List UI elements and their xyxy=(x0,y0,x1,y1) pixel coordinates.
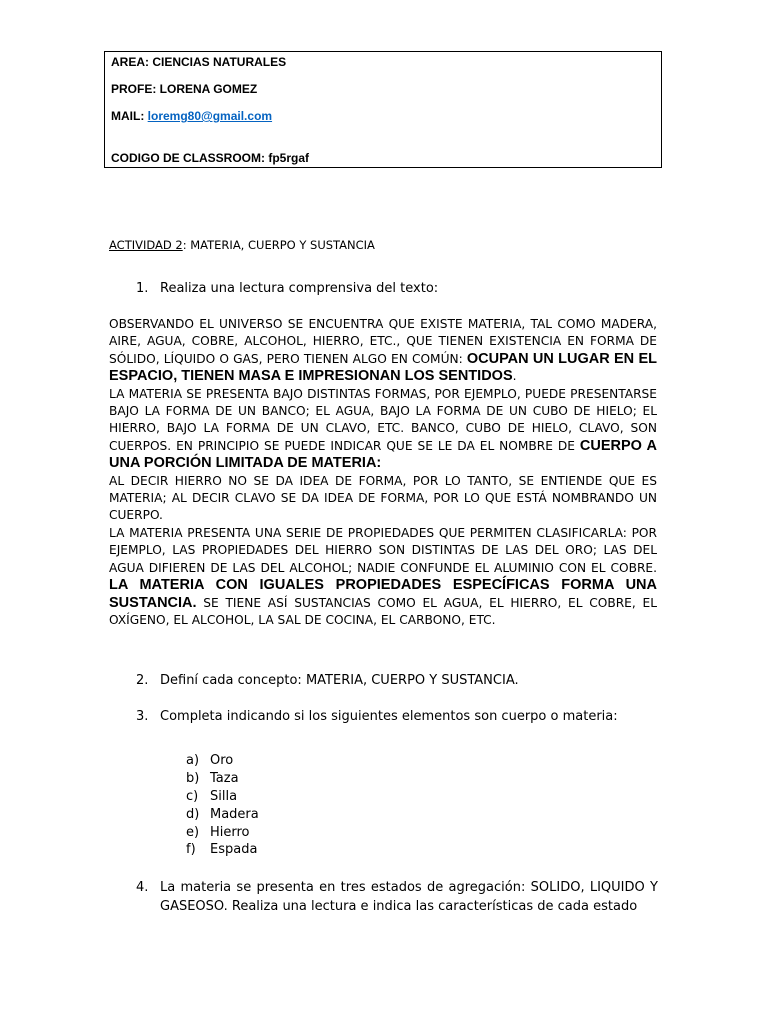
reading-paragraph-2 xyxy=(109,386,657,473)
classroom-code-line: CODIGO DE CLASSROOM: fp5rgaf xyxy=(111,151,310,165)
question-4 xyxy=(136,878,658,916)
reading-text-run: . xyxy=(512,369,517,384)
question-text: Completa indicando si los siguientes elementos son cuerpo o materia: xyxy=(160,709,618,724)
item-word: Oro xyxy=(210,753,234,768)
reading-emphasis: LA MATERIA CON IGUALES PROPIEDADES ESPECÍFICAS FORMA UNA SUSTANCIA. xyxy=(109,577,657,611)
header-info-box xyxy=(104,51,662,168)
question-number: 4. xyxy=(136,880,149,895)
item-word: Madera xyxy=(210,806,259,822)
item-word: Hierro xyxy=(210,824,250,840)
item-word: Espada xyxy=(210,842,258,858)
question-number: 3. xyxy=(136,709,149,724)
item-letter: c) xyxy=(186,788,199,804)
question-3 xyxy=(136,709,656,727)
area-line: AREA: CIENCIAS NATURALES xyxy=(111,55,287,69)
item-letter: f) xyxy=(186,842,196,858)
reading-emphasis: CUERPO A UNA PORCIÓN LIMITADA DE MATERIA: xyxy=(109,437,657,472)
question-number: 1. xyxy=(136,281,149,296)
reading-paragraph-3: AL DECIR HIERRO NO SE DA IDEA DE FORMA, POR LO TANTO, SE ENTIENDE QUE ES MATERIA; AL DECIR CLAVO SE DA IDEA DE FORMA, POR LO QUE ESTÁ NOMBRANDO UN CUERPO. xyxy=(109,473,657,523)
item-letter: d) xyxy=(186,806,200,822)
reading-paragraph-4 xyxy=(109,525,657,629)
activity-title xyxy=(109,238,375,252)
mail-line xyxy=(111,109,272,123)
reading-text-run: SE TIENE ASÍ SUSTANCIAS COMO EL AGUA, EL HIERRO, EL COBRE, EL OXÍGENO, EL ALCOHOL, LA SAL DE COCINA, EL CARBONO, ETC. xyxy=(109,595,657,627)
item-letter: a) xyxy=(186,753,200,768)
question-number: 2. xyxy=(136,673,149,688)
reading-paragraph-1 xyxy=(109,316,657,386)
question-text: Realiza una lectura comprensiva del texto: xyxy=(160,281,439,296)
question-2 xyxy=(136,673,656,691)
question-text: La materia se presenta en tres estados de agregación: SOLIDO, LIQUIDO Y GASEOSO. Realiza una lectura e indica las características de cada estado xyxy=(160,880,658,914)
profe-line: PROFE: LORENA GOMEZ xyxy=(111,82,258,96)
activity-title-text: : MATERIA, CUERPO Y SUSTANCIA xyxy=(182,238,375,252)
item-word: Silla xyxy=(210,788,238,804)
question-text: Definí cada concepto: MATERIA, CUERPO Y SUSTANCIA. xyxy=(160,673,519,688)
mail-link[interactable]: loremg80@gmail.com xyxy=(147,109,273,123)
question-1 xyxy=(136,281,656,299)
activity-label: ACTIVIDAD 2 xyxy=(109,238,183,252)
mail-label: MAIL: xyxy=(111,109,148,123)
reading-emphasis: OCUPAN UN LUGAR EN EL ESPACIO, TIENEN MASA E IMPRESIONAN LOS SENTIDOS xyxy=(109,350,657,385)
reading-text xyxy=(109,316,657,629)
item-letter: e) xyxy=(186,824,200,840)
item-word: Taza xyxy=(210,770,239,786)
reading-text-run: OBSERVANDO EL UNIVERSO SE ENCUENTRA QUE EXISTE MATERIA, TAL COMO MADERA, AIRE, AGUA, COBRE, ALCOHOL, HIERRO, ETC., QUE TIENEN EXISTENCIA EN FORMA DE SÓLIDO, LÍQUIDO O GAS, PERO TIENEN ALGO EN COMÚN: xyxy=(109,317,657,366)
reading-text-run: LA MATERIA SE PRESENTA BAJO DISTINTAS FORMAS, POR EJEMPLO, PUEDE PRESENTARSE BAJO LA FORMA DE UN BANCO; EL AGUA, BAJO LA FORMA DE UN CUBO DE HIELO; EL HIERRO, BAJO LA FORMA DE UN CLAVO, ETC. BANCO, CUBO DE HIELO, CLAVO, SON CUERPOS. EN PRINCIPIO SE PUEDE INDICAR QUE SE LE DA EL NOMBRE DE xyxy=(109,386,657,453)
item-letter: b) xyxy=(186,770,200,786)
reading-text-run: LA MATERIA PRESENTA UNA SERIE DE PROPIEDADES QUE PERMITEN CLASIFICARLA: POR EJEMPLO, LAS PROPIEDADES DEL HIERRO SON DISTINTAS DE LAS DEL ORO; LAS DEL AGUA DIFIEREN DE LAS DEL ALCOHOL; NADIE CONFUNDE EL ALUMINIO CON EL COBRE. xyxy=(109,525,657,575)
